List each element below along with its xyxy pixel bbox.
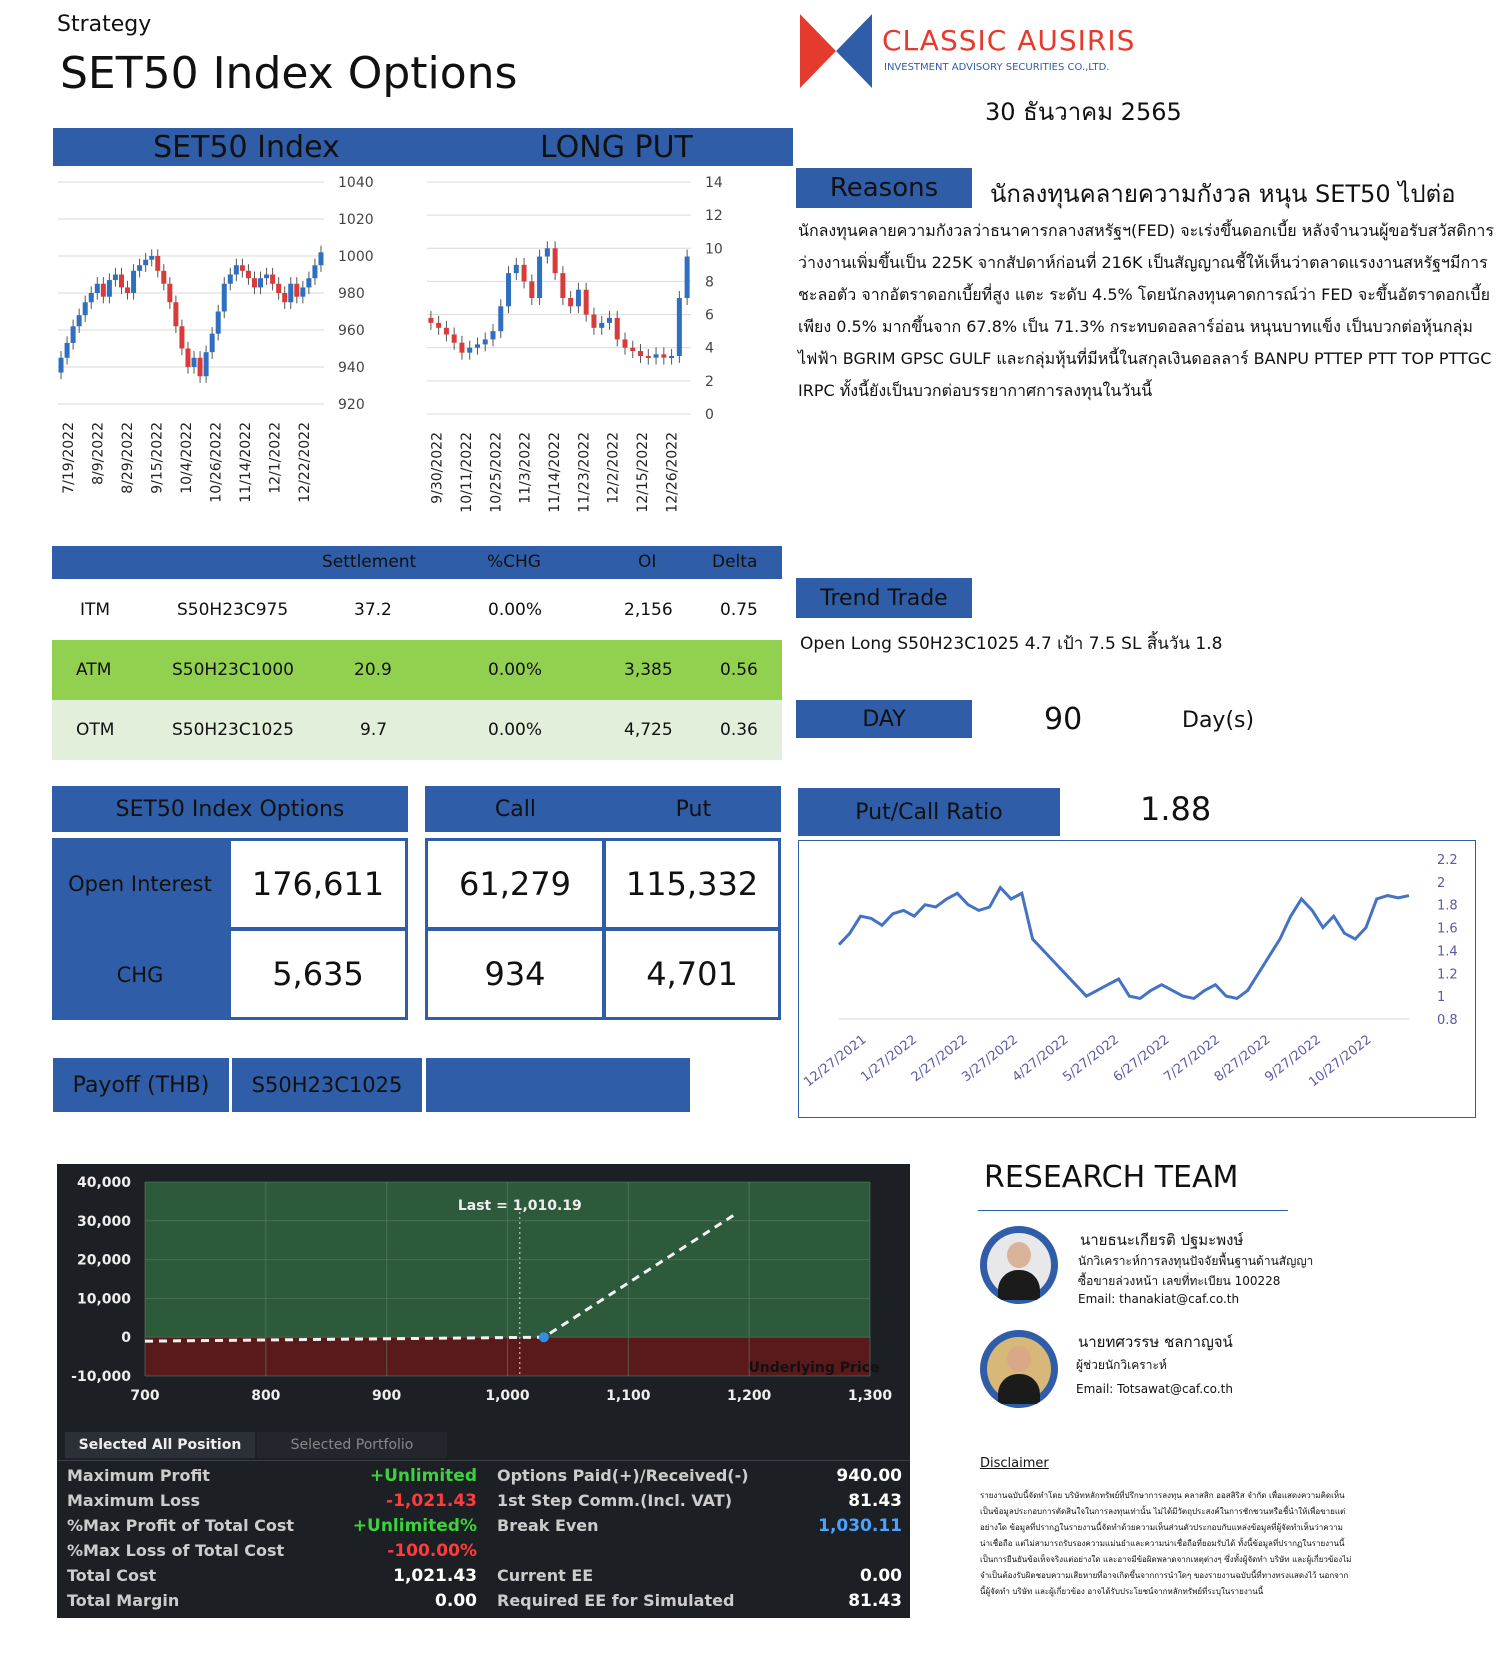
- stat-row: [67, 1541, 477, 1560]
- x-tick-label: 12/1/2022: [267, 422, 284, 494]
- x-tick-label: 700: [130, 1388, 160, 1404]
- x-tick-label: 9/15/2022: [149, 422, 166, 494]
- candle: [258, 278, 263, 287]
- pcr-chart: [799, 841, 1475, 1117]
- col-oi: OI: [638, 552, 657, 572]
- y-tick-label: 1.8: [1437, 898, 1458, 914]
- y-tick-label: 1000: [338, 249, 374, 265]
- reasons-headline: นักลงทุนคลายความกังวล หนุน SET50 ไปต่อ: [990, 180, 1456, 208]
- x-tick-label: 1,000: [485, 1388, 530, 1404]
- chg-total: 5,635: [228, 928, 408, 1020]
- x-tick-label: 4/27/2022: [1009, 1032, 1072, 1086]
- stat-row: [497, 1491, 902, 1510]
- candle: [167, 284, 172, 303]
- candle: [216, 312, 221, 334]
- stat-row: [497, 1516, 902, 1535]
- y-tick-label: 12: [705, 208, 723, 225]
- research-divider: [978, 1210, 1288, 1211]
- x-tick-label: 8/27/2022: [1211, 1032, 1274, 1086]
- stat-label: Maximum Profit: [67, 1466, 210, 1485]
- candle: [65, 343, 70, 358]
- pcr-series-line: [839, 888, 1409, 999]
- stat-label: %Max Profit of Total Cost: [67, 1516, 295, 1535]
- table-row: ITM S50H23C975 37.2 0.00% 2,156 0.75: [52, 580, 782, 640]
- candle: [252, 278, 257, 287]
- pcr-value: 1.88: [1140, 790, 1212, 828]
- y-tick-label: 10: [705, 241, 723, 258]
- candle: [276, 284, 281, 293]
- candle: [483, 339, 488, 344]
- candle: [444, 328, 449, 335]
- stat-value: -1,021.43: [386, 1491, 477, 1511]
- candle: [198, 358, 203, 377]
- company-logo: [800, 14, 1170, 90]
- break-even-point: [539, 1332, 549, 1342]
- candle: [452, 334, 457, 342]
- oi-title: SET50 Index Options: [52, 786, 408, 832]
- candle: [192, 358, 197, 367]
- y-tick-label: 1.6: [1437, 921, 1458, 937]
- x-tick-label: 11/14/2022: [238, 422, 255, 503]
- candle: [646, 356, 651, 358]
- member-name: นายทศวรรษ ชลกาญจน์: [1078, 1333, 1233, 1351]
- y-tick-label: 8: [705, 274, 714, 291]
- x-tick-label: 12/2/2022: [605, 432, 622, 504]
- candle: [623, 339, 628, 347]
- x-tick-label: 900: [372, 1388, 402, 1404]
- col-delta: Delta: [712, 552, 758, 572]
- candle: [475, 344, 480, 347]
- pcr-label: Put/Call Ratio: [798, 788, 1060, 836]
- set50-chart: [52, 170, 422, 540]
- x-tick-label: 12/22/2022: [297, 422, 314, 503]
- candle: [264, 275, 269, 279]
- candle: [669, 356, 674, 358]
- candle: [270, 275, 275, 284]
- chg-label: CHG: [116, 962, 164, 987]
- x-axis-label: Underlying Price: [748, 1360, 880, 1376]
- day-unit: Day(s): [1182, 708, 1255, 733]
- candle: [685, 257, 690, 298]
- y-tick-label: 0.8: [1437, 1013, 1458, 1028]
- y-tick-label: 20,000: [76, 1252, 131, 1269]
- reasons-label: Reasons: [796, 168, 972, 208]
- avatar: [980, 1226, 1058, 1304]
- candle: [125, 287, 130, 293]
- tab-selected-portfolio[interactable]: Selected Portfolio: [257, 1432, 447, 1458]
- day-label: DAY: [796, 700, 972, 738]
- y-tick-label: 1.4: [1437, 944, 1458, 960]
- stat-row: [67, 1491, 477, 1510]
- oi-put: 115,332: [603, 838, 781, 930]
- stat-row: [497, 1566, 902, 1585]
- x-tick-label: 8/9/2022: [90, 422, 107, 485]
- stat-label: Options Paid(+)/Received(-): [497, 1466, 749, 1485]
- member-role-2: ซื้อขายล่วงหน้า เลขที่ทะเบียน 100228: [1078, 1274, 1281, 1288]
- payoff-blank: [426, 1058, 690, 1112]
- stat-value: +Unlimited%: [352, 1516, 477, 1536]
- table-row: OTM S50H23C1025 9.7 0.00% 4,725 0.36: [52, 700, 782, 760]
- x-tick-label: 6/27/2022: [1110, 1032, 1173, 1086]
- y-tick-label: 940: [338, 360, 365, 376]
- oi-total: 176,611: [228, 838, 408, 930]
- candle: [661, 354, 666, 357]
- stat-value: +Unlimited: [369, 1466, 477, 1486]
- x-tick-label: 11/3/2022: [517, 432, 534, 504]
- x-tick-label: 9/30/2022: [429, 432, 446, 504]
- stat-value: 940.00: [836, 1466, 902, 1486]
- y-tick-label: 40,000: [76, 1175, 131, 1191]
- candle: [459, 343, 464, 353]
- x-tick-label: 5/27/2022: [1060, 1032, 1122, 1086]
- candle: [234, 265, 239, 274]
- banner-left: SET50 Index: [153, 129, 340, 165]
- candle: [568, 298, 573, 306]
- payoff-label: Payoff (THB): [53, 1058, 229, 1112]
- page-title: SET50 Index Options: [60, 48, 518, 99]
- chart-banner: [53, 128, 793, 166]
- candle: [149, 256, 154, 260]
- disclaimer-body: รายงานฉบับนี้จัดทำโดย บริษัทหลักทรัพย์ที่ปรึกษาการลงทุน คลาสสิก ออสสิริส จำกัด เพื่อแสดงความคิดเห็นเป็นข้อมูลประกอบการตัดสินใจในการลงทุนเท่านั้น ไม่ได้มีวัตถุประสงค์ในการชักชวนหรือชี้นำให้เพื่อขายแต่อย่างใด ข้อมูลที่ปรากฏในรายงานนี้จัดทำด้วยความเห็นส่วนตัวประกอบกับแหล่งข้อมูลที่ผู้จัดทำเห็นว่าความน่าเชื่อถือ แต่ไม่สามารถรับรองความแม่นยำและความน่าเชื่อถือที่ยอมรับได้ ทั้งนี้ข้อมูลที่ปรากฏในรายงานนี้เป็นการยืนยันข้อเท็จจริงแต่อย่างใด และอาจมีข้อผิดพลาดจากเหตุต่างๆ ซึ่งทั้งผู้จัดทำ บริษัท และผู้เกี่ยวข้องไม่จำเป็นต้องรับผิดชอบความเสียหายที่อาจเกิดขึ้นจากการนำใดๆ ของรายงานฉบับนี้ที่ทางทรงแสดงไว้ นอกจากนี้ผู้จัดทำ บริษัท และผู้เกี่ยวข้อง อาจได้รับประโยชน์จากหลักทรัพย์ที่ระบุในรายงานนี้: [980, 1491, 1352, 1596]
- candle: [228, 275, 233, 284]
- divider: [57, 1460, 910, 1461]
- candle: [71, 326, 76, 343]
- candle: [607, 318, 612, 323]
- x-tick-label: 10/25/2022: [488, 432, 505, 513]
- candle: [545, 248, 550, 256]
- stat-row: [67, 1516, 477, 1535]
- payoff-panel: [57, 1164, 910, 1618]
- long-put-chart: [415, 170, 785, 540]
- candle: [436, 323, 441, 328]
- candle: [59, 358, 64, 373]
- candle: [498, 306, 503, 331]
- candle: [560, 273, 565, 298]
- y-tick-label: 960: [338, 323, 365, 339]
- y-tick-label: 920: [338, 397, 365, 413]
- y-tick-label: 2: [705, 373, 714, 390]
- day-value: 90: [1044, 702, 1083, 737]
- stat-label: %Max Loss of Total Cost: [67, 1541, 285, 1560]
- logo-name: CLASSIC AUSIRIS: [882, 24, 1136, 57]
- candle: [210, 334, 215, 353]
- candle: [306, 278, 311, 287]
- x-tick-label: 12/27/2021: [801, 1032, 870, 1091]
- candle: [185, 349, 190, 368]
- candle: [107, 280, 112, 297]
- stat-value: -100.00%: [387, 1541, 477, 1561]
- trend-trade-label: Trend Trade: [796, 578, 972, 618]
- candle: [300, 287, 305, 296]
- table-row: ATM S50H23C1000 20.9 0.00% 3,385 0.56: [52, 640, 782, 700]
- stat-value: 1,021.43: [393, 1566, 477, 1586]
- stat-row: [67, 1591, 477, 1610]
- stat-label: Current EE: [497, 1566, 594, 1585]
- last-price-label: Last = 1,010.19: [457, 1198, 582, 1214]
- stat-value: 81.43: [848, 1491, 902, 1511]
- open-interest-label: Open Interest: [68, 871, 212, 896]
- y-tick-label: 2: [1437, 875, 1446, 891]
- candle: [77, 315, 82, 326]
- x-tick-label: 9/27/2022: [1262, 1032, 1324, 1086]
- oi-call: 61,279: [425, 838, 605, 930]
- col-chg: %CHG: [487, 552, 541, 572]
- x-tick-label: 1,100: [606, 1388, 651, 1404]
- candle: [101, 284, 106, 297]
- candle: [294, 284, 299, 297]
- candle: [137, 265, 142, 271]
- candle: [591, 315, 596, 328]
- payoff-chart: [57, 1164, 910, 1426]
- avatar: [980, 1330, 1058, 1408]
- candle: [312, 265, 317, 278]
- candle: [599, 323, 604, 328]
- candle: [584, 290, 589, 315]
- y-tick-label: 6: [705, 307, 714, 324]
- candle: [131, 271, 136, 293]
- candle: [467, 348, 472, 353]
- oi-row-labels: [52, 838, 228, 1020]
- disclaimer-title: Disclaimer: [980, 1456, 1049, 1471]
- candle: [155, 256, 160, 271]
- stat-value: 0.00: [860, 1566, 902, 1586]
- y-tick-label: 1020: [338, 212, 374, 228]
- tab-selected-all[interactable]: Selected All Position: [65, 1432, 255, 1458]
- logo-mark-icon: [800, 14, 872, 88]
- x-tick-label: 7/19/2022: [60, 422, 77, 494]
- member-role: ผู้ช่วยนักวิเคราะห์: [1076, 1358, 1167, 1372]
- logo-subtitle: INVESTMENT ADVISORY SECURITIES CO.,LTD.: [884, 62, 1110, 73]
- x-tick-label: 10/27/2022: [1306, 1032, 1375, 1091]
- candle: [491, 331, 496, 339]
- stat-label: 1st Step Comm.(Incl. VAT): [497, 1491, 733, 1510]
- candle: [522, 265, 527, 282]
- y-tick-label: 1040: [338, 175, 374, 191]
- y-tick-label: 1: [1437, 990, 1446, 1006]
- report-date: 30 ธันวาคม 2565: [985, 98, 1182, 126]
- candle: [514, 265, 519, 273]
- y-tick-label: 0: [121, 1330, 131, 1347]
- stat-row: [497, 1466, 902, 1485]
- y-tick-label: 2.2: [1437, 853, 1458, 868]
- x-tick-label: 10/11/2022: [459, 432, 475, 513]
- candle: [677, 298, 682, 356]
- stat-value: 0.00: [435, 1591, 477, 1611]
- stat-value: 81.43: [848, 1591, 902, 1611]
- research-title: RESEARCH TEAM: [984, 1160, 1239, 1195]
- y-tick-label: 14: [705, 175, 723, 191]
- candle: [654, 354, 659, 357]
- candle: [576, 290, 581, 307]
- candle: [553, 248, 558, 273]
- x-tick-label: 12/15/2022: [635, 432, 651, 513]
- candle: [95, 284, 100, 293]
- candle: [638, 351, 643, 356]
- stat-label: Total Margin: [67, 1591, 180, 1610]
- candle: [529, 281, 534, 298]
- member-role: นักวิเคราะห์การลงทุนปัจจัยพื้นฐานด้านสัญญา: [1078, 1254, 1314, 1268]
- stat-label: Total Cost: [67, 1566, 157, 1585]
- y-tick-label: -10,000: [71, 1369, 131, 1385]
- strategy-label: Strategy: [57, 12, 152, 37]
- stat-row: [67, 1566, 477, 1585]
- x-tick-label: 11/23/2022: [576, 432, 593, 513]
- x-tick-label: 11/14/2022: [547, 432, 563, 513]
- candle: [161, 271, 166, 284]
- stat-label: Break Even: [497, 1516, 599, 1535]
- candle: [537, 257, 542, 298]
- pcr-chart-frame: [798, 840, 1476, 1118]
- candle: [173, 302, 178, 326]
- candle: [143, 260, 148, 266]
- chg-call: 934: [425, 928, 605, 1020]
- candle: [282, 293, 287, 302]
- y-tick-label: 10,000: [76, 1291, 131, 1308]
- x-tick-label: 10/4/2022: [179, 422, 195, 494]
- candle: [89, 293, 94, 302]
- candle: [83, 302, 88, 315]
- candle: [428, 318, 433, 323]
- y-tick-label: 30,000: [76, 1213, 131, 1230]
- x-tick-label: 7/27/2022: [1161, 1032, 1223, 1086]
- y-tick-label: 4: [705, 340, 714, 357]
- candle: [288, 284, 293, 303]
- candle: [246, 271, 251, 278]
- y-tick-label: 980: [338, 286, 365, 302]
- y-tick-label: 1.2: [1437, 967, 1458, 983]
- candle: [113, 275, 118, 281]
- stat-value: 1,030.11: [818, 1516, 902, 1536]
- x-tick-label: 3/27/2022: [959, 1032, 1021, 1086]
- candle: [204, 352, 209, 376]
- payoff-symbol: S50H23C1025: [232, 1058, 422, 1112]
- x-tick-label: 12/26/2022: [664, 432, 681, 513]
- member-name: นายธนะเกียรติ ปฐมะพงษ์: [1080, 1231, 1244, 1249]
- reasons-body: นักลงทุนคลายความกังวลว่าธนาคารกลางสหรัฐฯ(FED) จะเร่งขึ้นดอกเบี้ย หลังจำนวนผู้ขอรับสวัสดิการว่างงานเพิ่มขึ้นเป็น 225K จากสัปดาห์ก่อนที่ 216K เป็นสัญญาณชี้ให้เห็นว่าตลาดแรงงานสหรัฐฯมีการชะลอตัว จากอัตราดอกเบี้ยที่สูง แตะ ระดับ 4.5% โดยนักลงทุนคาดการณ์ว่า FED จะขึ้นอัตราดอกเบี้ยเพียง 0.5% มากขึ้นจาก 67.8% เป็น 71.3% กระทบดอลลาร์อ่อน หนุนบาทแข็ง เป็นบวกต่อหุ้นกลุ่มไฟฟ้า BGRIM GPSC GULF และกลุ่มหุ้นที่มีหนี้ในสกุลเงินดอลลาร์ BANPU PTTEP PTT TOP PTTGC IRPC ทั้งนี้ยังเป็นบวกต่อบรรยากาศการลงทุนในวันนี้: [798, 221, 1494, 400]
- stat-row: [497, 1591, 902, 1610]
- y-tick-label: 0: [705, 407, 714, 423]
- col-settlement: Settlement: [322, 552, 417, 572]
- candle: [318, 252, 323, 265]
- stat-label: Required EE for Simulated: [497, 1591, 735, 1610]
- candle: [222, 284, 227, 312]
- trend-trade-text: Open Long S50H23C1025 4.7 เป้า 7.5 SL สิ้นวัน 1.8: [800, 634, 1223, 654]
- x-tick-label: 1/27/2022: [858, 1032, 920, 1086]
- candle: [240, 265, 245, 271]
- candle: [119, 275, 124, 288]
- member-email[interactable]: Email: thanakiat@caf.co.th: [1078, 1292, 1240, 1306]
- stat-label: Maximum Loss: [67, 1491, 201, 1510]
- x-tick-label: 1,200: [727, 1388, 772, 1404]
- x-tick-label: 8/29/2022: [119, 422, 136, 494]
- oi-call-put-header: Call Put: [425, 786, 781, 832]
- x-tick-label: 1,300: [847, 1388, 893, 1404]
- candle: [630, 348, 635, 351]
- x-tick-label: 2/27/2022: [908, 1032, 971, 1086]
- stat-row: [67, 1466, 477, 1485]
- member-email[interactable]: Email: Totsawat@caf.co.th: [1076, 1382, 1233, 1396]
- x-tick-label: 10/26/2022: [208, 422, 225, 503]
- chg-put: 4,701: [603, 928, 781, 1020]
- x-tick-label: 800: [251, 1388, 281, 1404]
- candle: [179, 326, 184, 348]
- options-table-header: [52, 546, 782, 579]
- candle: [615, 318, 620, 340]
- candle: [506, 273, 511, 306]
- banner-right: LONG PUT: [540, 129, 693, 165]
